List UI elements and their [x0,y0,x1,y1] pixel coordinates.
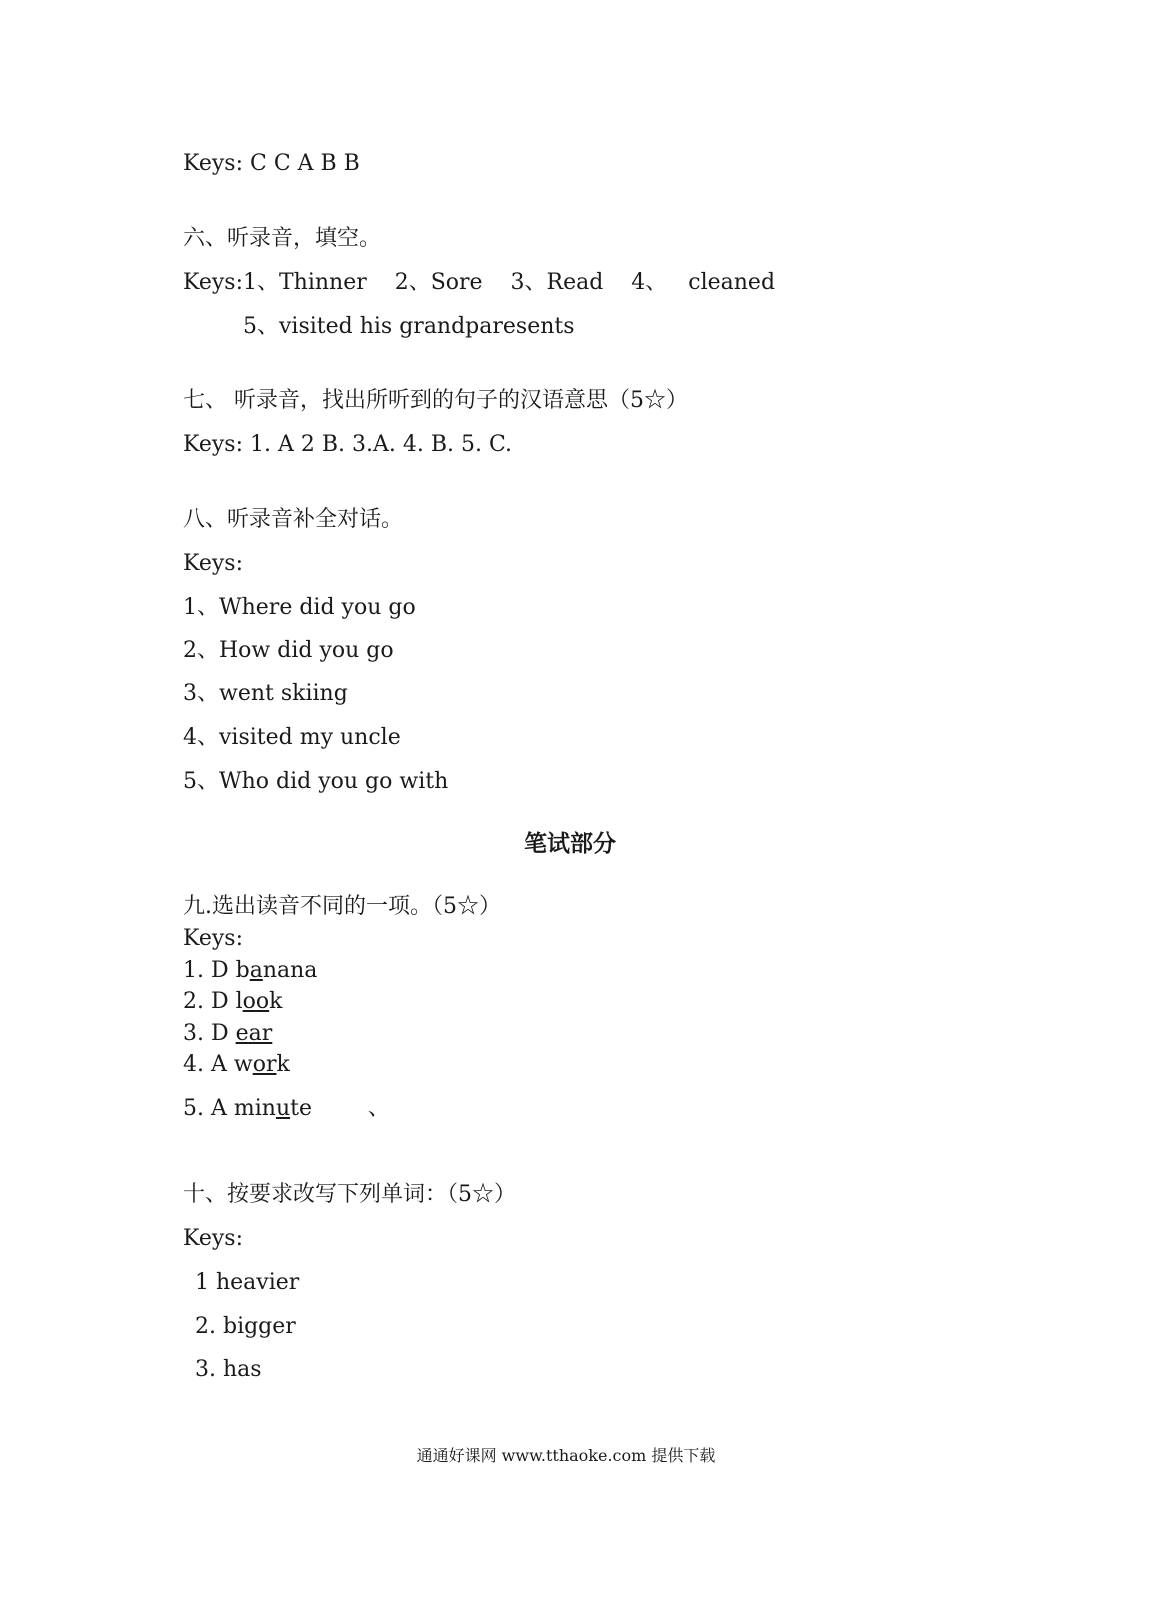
section10-item: 1 heavier [195,1270,300,1295]
section8-item: 2、How did you go [183,638,394,663]
section7-keys: Keys: 1. A 2 B. 3.A. 4. B. 5. C. [183,432,513,457]
section9-item: 4. A work [183,1052,290,1077]
section6-keys-line1: Keys:1、Thinner 2、Sore 3、Read 4、 cleaned [183,270,776,295]
page-footer: 通通好课网 www.tthaoke.com 提供下载 [416,1446,716,1465]
section8-item: 1、Where did you go [183,595,416,620]
section10-item: 2. bigger [195,1314,296,1339]
section10-keys-label: Keys: [183,1226,243,1251]
section9-title: 九.选出读音不同的一项。（5☆） [183,894,501,919]
section9-item: 1. D banana [183,958,318,983]
section9-keys-label: Keys: [183,926,243,951]
written-part-heading: 笔试部分 [524,830,616,857]
section8-title: 八、听录音补全对话。 [183,507,404,532]
section9-item: 5. A minute 、 [183,1096,390,1121]
section8-item: 5、Who did you go with [183,769,449,794]
section6-keys-line2: 5、visited his grandparesents [243,314,575,339]
section10-item: 3. has [195,1357,262,1382]
section8-item: 3、went skiing [183,681,348,706]
section10-title: 十、按要求改写下列单词：（5☆） [183,1182,516,1207]
section5-keys: Keys: C C A B B [183,151,360,176]
section9-item: 2. D look [183,989,283,1014]
section8-item: 4、visited my uncle [183,725,401,750]
section6-title: 六、听录音，填空。 [183,226,382,251]
section8-keys-label: Keys: [183,551,243,576]
section7-title: 七、 听录音，找出所听到的句子的汉语意思（5☆） [183,388,688,413]
section9-item: 3. D ear [183,1021,273,1046]
